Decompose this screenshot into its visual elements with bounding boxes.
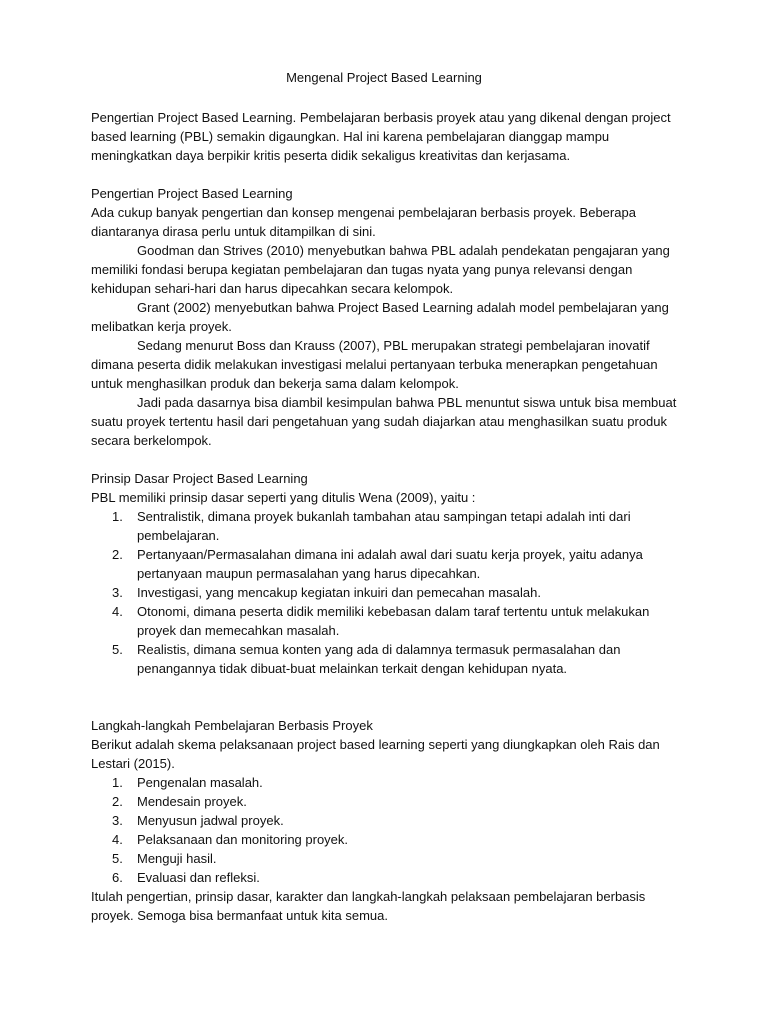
section1-paragraph-1: Ada cukup banyak pengertian dan konsep mengenai pembelajaran berbasis proyek. Beberapa diantaranya dirasa perlu untuk ditampilkan di sini. bbox=[91, 205, 636, 239]
list-item-text: Pengenalan masalah. bbox=[137, 775, 263, 790]
section3-heading: Langkah-langkah Pembelajaran Berbasis Proyek bbox=[91, 718, 373, 733]
section1-paragraph-4: Sedang menurut Boss dan Krauss (2007), PBL merupakan strategi pembelajaran inovatif dimana peserta didik melakukan investigasi melalui pertanyaan terbuka menerapkan pengetahuan untuk menghasilkan produk dan bekerja sama dalam kelompok. bbox=[91, 338, 658, 391]
list-item bbox=[91, 583, 691, 602]
document-body bbox=[91, 108, 691, 925]
list-item-text: Pelaksanaan dan monitoring proyek. bbox=[137, 832, 349, 847]
list-item bbox=[91, 602, 691, 640]
list-item bbox=[91, 811, 691, 830]
list-item-text: Evaluasi dan refleksi. bbox=[137, 870, 260, 885]
section2-lead: PBL memiliki prinsip dasar seperti yang ditulis Wena (2009), yaitu : bbox=[91, 490, 476, 505]
principles-list bbox=[91, 507, 691, 678]
list-item bbox=[91, 507, 691, 545]
list-item-text: Otonomi, dimana peserta didik memiliki kebebasan dalam taraf tertentu untuk melakukan proyek dan memecahkan masalah. bbox=[137, 604, 650, 638]
list-item bbox=[91, 849, 691, 868]
list-number: 5. bbox=[112, 642, 123, 657]
section1-paragraph-2: Goodman dan Strives (2010) menyebutkan bahwa PBL adalah pendekatan pengajaran yang memiliki fondasi berupa kegiatan pembelajaran dan tugas nyata yang punya relevansi dengan kehidupan sehari-hari dan harus dipecahkan secara kelompok. bbox=[91, 243, 670, 296]
list-item-text: Pertanyaan/Permasalahan dimana ini adalah awal dari suatu kerja proyek, yaitu adanya pertanyaan maupun permasalahan yang harus dipecahkan. bbox=[137, 547, 643, 581]
document-title: Mengenal Project Based Learning bbox=[286, 70, 482, 85]
spacer bbox=[91, 450, 691, 469]
closing-paragraph: Itulah pengertian, prinsip dasar, karakter dan langkah-langkah pelaksaan pembelajaran berbasis proyek. Semoga bisa bermanfaat untuk kita semua. bbox=[91, 889, 646, 923]
list-item-text: Menyusun jadwal proyek. bbox=[137, 813, 284, 828]
list-item bbox=[91, 792, 691, 811]
list-item bbox=[91, 830, 691, 849]
section1-paragraph-3: Grant (2002) menyebutkan bahwa Project Based Learning adalah model pembelajaran yang melibatkan kerja proyek. bbox=[91, 300, 669, 334]
intro-paragraph: Pengertian Project Based Learning. Pembelajaran berbasis proyek atau yang dikenal dengan project based learning (PBL) semakin digaungkan. Hal ini karena pembelajaran dianggap mampu meningkatkan daya berpikir kritis peserta didik sekaligus kreativitas dan kerjasama. bbox=[91, 110, 671, 163]
list-number: 4. bbox=[112, 832, 123, 847]
list-item bbox=[91, 868, 691, 887]
list-number: 1. bbox=[112, 509, 123, 524]
list-number: 2. bbox=[112, 547, 123, 562]
list-item bbox=[91, 545, 691, 583]
list-number: 5. bbox=[112, 851, 123, 866]
list-number: 3. bbox=[112, 813, 123, 828]
list-number: 3. bbox=[112, 585, 123, 600]
list-item-text: Realistis, dimana semua konten yang ada di dalamnya termasuk permasalahan dan penangannya tidak dibuat-buat melainkan terkait dengan kehidupan nyata. bbox=[137, 642, 621, 676]
list-item-text: Menguji hasil. bbox=[137, 851, 217, 866]
section2-heading: Prinsip Dasar Project Based Learning bbox=[91, 471, 308, 486]
list-item-text: Investigasi, yang mencakup kegiatan inkuiri dan pemecahan masalah. bbox=[137, 585, 541, 600]
list-item-text: Sentralistik, dimana proyek bukanlah tambahan atau sampingan tetapi adalah inti dari pembelajaran. bbox=[137, 509, 631, 543]
steps-list bbox=[91, 773, 691, 887]
spacer bbox=[91, 165, 691, 184]
list-number: 4. bbox=[112, 604, 123, 619]
spacer bbox=[91, 678, 691, 716]
list-number: 6. bbox=[112, 870, 123, 885]
section1-paragraph-5: Jadi pada dasarnya bisa diambil kesimpulan bahwa PBL menuntut siswa untuk bisa membuat suatu proyek tertentu hasil dari pengetahuan yang sudah diajarkan atau menghasilkan suatu produk secara berkelompok. bbox=[91, 395, 677, 448]
list-number: 2. bbox=[112, 794, 123, 809]
section1-heading: Pengertian Project Based Learning bbox=[91, 186, 293, 201]
list-number: 1. bbox=[112, 775, 123, 790]
list-item-text: Mendesain proyek. bbox=[137, 794, 247, 809]
list-item bbox=[91, 640, 691, 678]
section3-lead: Berikut adalah skema pelaksanaan project based learning seperti yang diungkapkan oleh Rais dan Lestari (2015). bbox=[91, 737, 660, 771]
list-item bbox=[91, 773, 691, 792]
